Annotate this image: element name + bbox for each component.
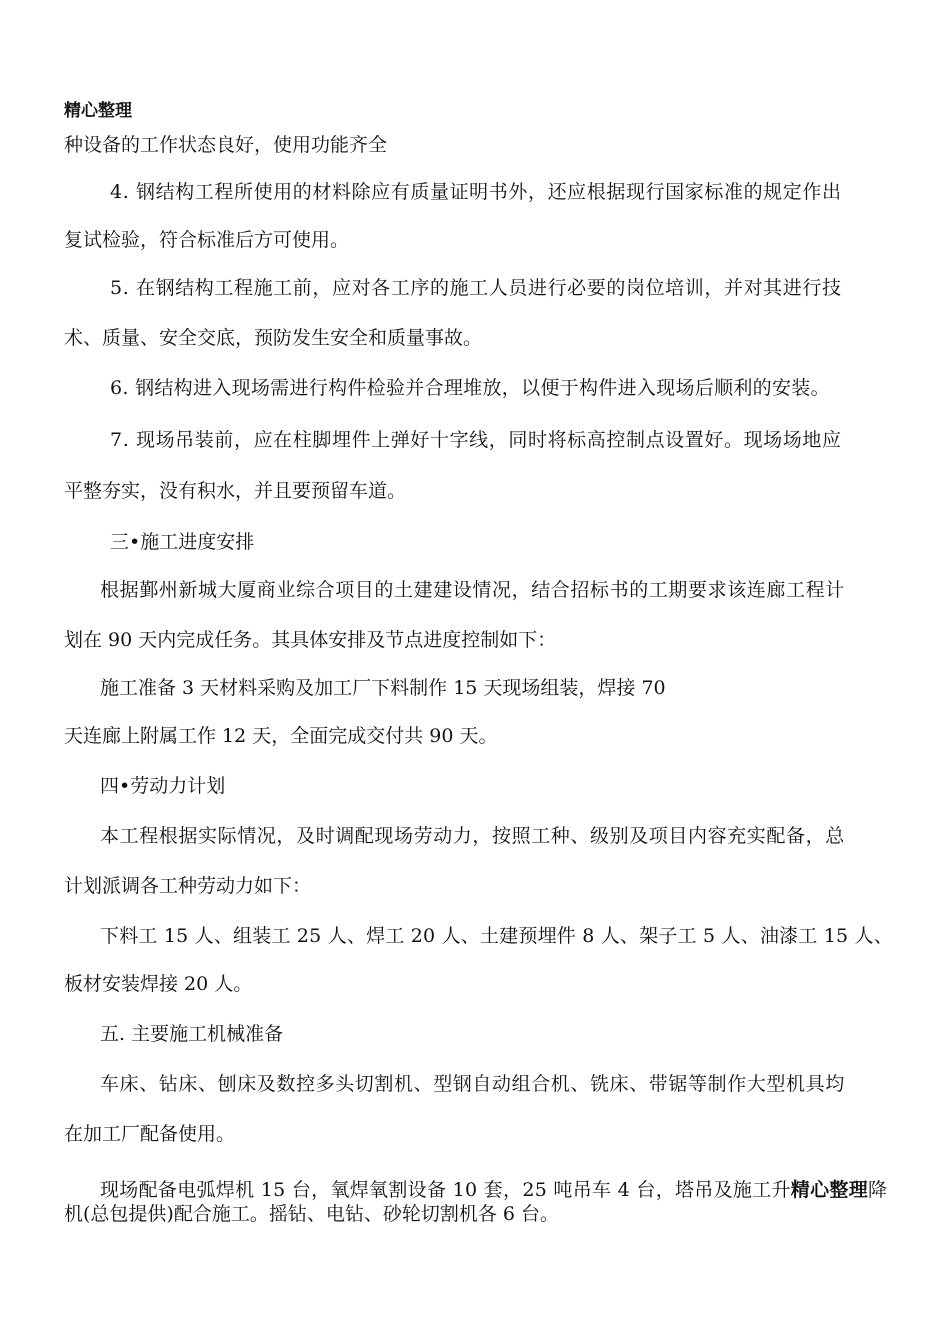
text-line-17: 下料工 15 人、组装工 25 人、焊工 20 人、土建预埋件 8 人、架子工 5 人、油漆工 15 人、 (100, 925, 893, 947)
text-line-12: 施工准备 3 天材料采购及加工厂下料制作 15 天现场组装，焊接 70 (100, 677, 666, 699)
text-line-21: 在加工厂配备使用。 (64, 1123, 236, 1145)
text-line-22 (100, 1178, 887, 1202)
text-line-02: 4. 钢结构工程所使用的材料除应有质量证明书外，还应根据现行国家标准的规定作出 (110, 181, 842, 203)
text-line-23: 机(总包提供)配合施工。摇钻、电钻、砂轮切割机各 6 台。 (64, 1203, 559, 1225)
text-line-03: 复试检验，符合标准后方可使用。 (64, 229, 350, 251)
text-line-07: 7. 现场吊装前，应在柱脚埋件上弹好十字线，同时将标高控制点设置好。现场场地应 (110, 429, 842, 451)
page-header: 精心整理 (64, 101, 132, 121)
text-line-22-end: 降 (868, 1179, 888, 1201)
section-heading-3: 三•施工进度安排 (110, 531, 255, 553)
text-line-11: 划在 90 天内完成任务。其具体安排及节点进度控制如下： (64, 629, 557, 651)
text-line-08: 平整夯实，没有积水，并且要预留车道。 (64, 480, 407, 502)
inline-header-mark: 精心整理 (790, 1179, 868, 1201)
text-line-20: 车床、钻床、刨床及数控多头切割机、型钢自动组合机、铣床、带锯等制作大型机具均 (100, 1073, 845, 1095)
section-heading-4: 四•劳动力计划 (100, 775, 226, 797)
text-line-05: 术、质量、安全交底，预防发生安全和质量事故。 (64, 327, 483, 349)
text-line-16: 计划派调各工种劳动力如下： (64, 875, 312, 897)
text-line-15: 本工程根据实际情况，及时调配现场劳动力，按照工种、级别及项目内容充实配备，总 (100, 825, 845, 847)
text-line-22-main: 现场配备电弧焊机 15 台，氧焊氧割设备 10 套，25 吨吊车 4 台，塔吊及施工升 (100, 1179, 791, 1201)
text-line-01: 种设备的工作状态良好，使用功能齐全 (64, 134, 388, 156)
text-line-18: 板材安装焊接 20 人。 (64, 973, 253, 995)
text-line-06: 6. 钢结构进入现场需进行构件检验并合理堆放，以便于构件进入现场后顺利的安装。 (110, 377, 830, 399)
section-heading-5: 五. 主要施工机械准备 (100, 1023, 284, 1045)
text-line-04: 5. 在钢结构工程施工前，应对各工序的施工人员进行必要的岗位培训，并对其进行技 (110, 277, 842, 299)
text-line-10: 根据鄞州新城大厦商业综合项目的土建建设情况，结合招标书的工期要求该连廊工程计 (100, 579, 845, 601)
text-line-13: 天连廊上附属工作 12 天，全面完成交付共 90 天。 (64, 725, 498, 747)
